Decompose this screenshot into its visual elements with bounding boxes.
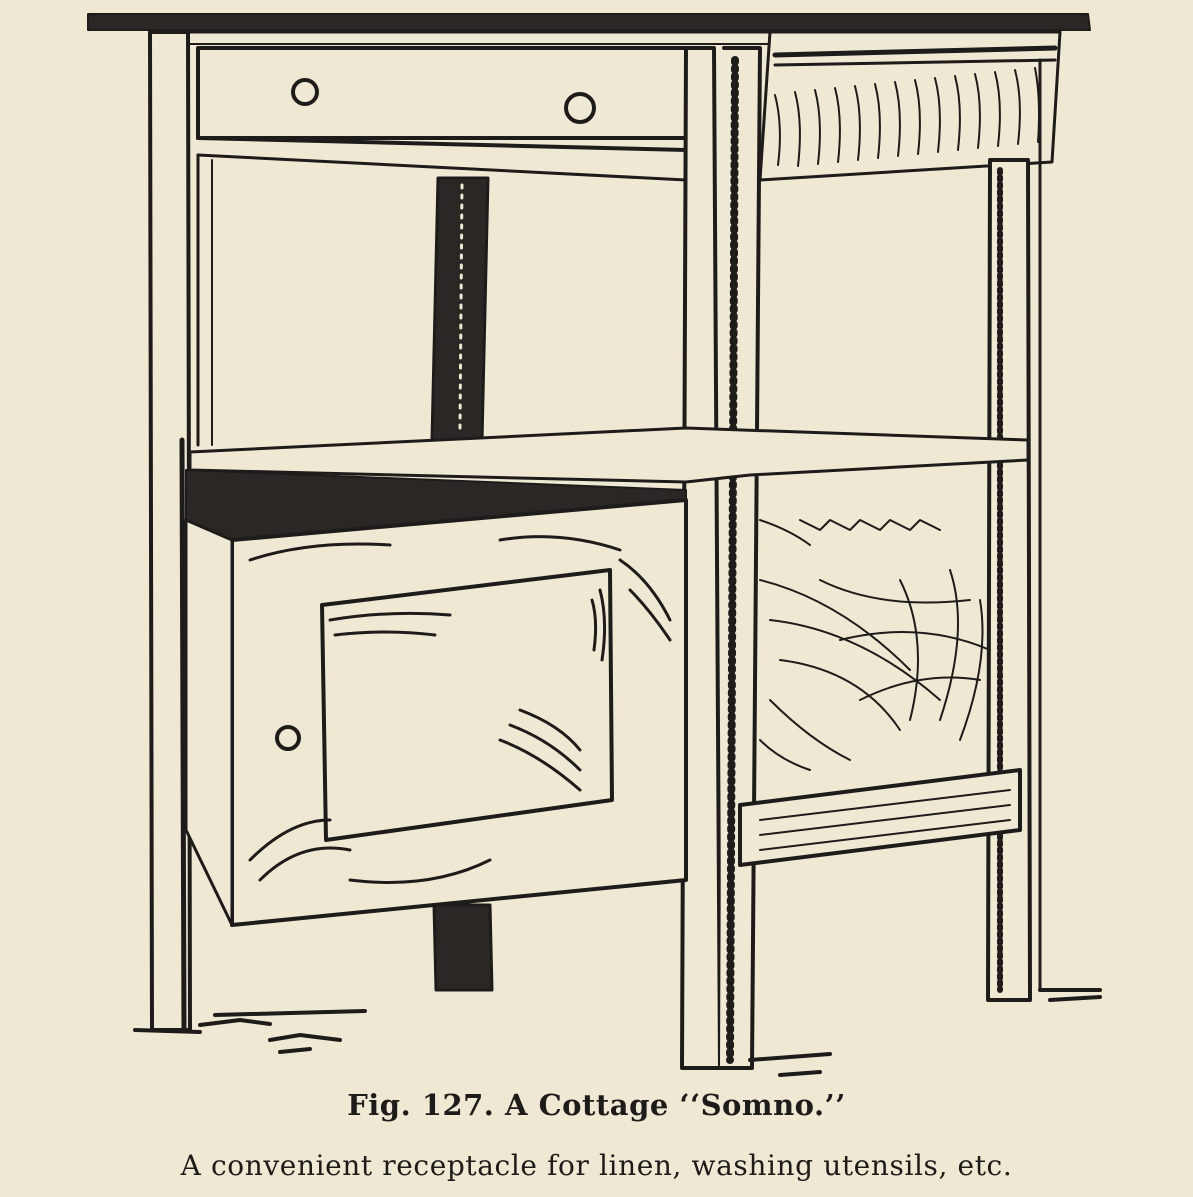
figure-caption-title: Fig. 127. A Cottage ‘‘Somno.’’ [347, 1088, 846, 1122]
figure-caption-description: A convenient receptacle for linen, washing utensils, etc. [180, 1149, 1013, 1182]
line-engraving [88, 14, 1100, 1075]
